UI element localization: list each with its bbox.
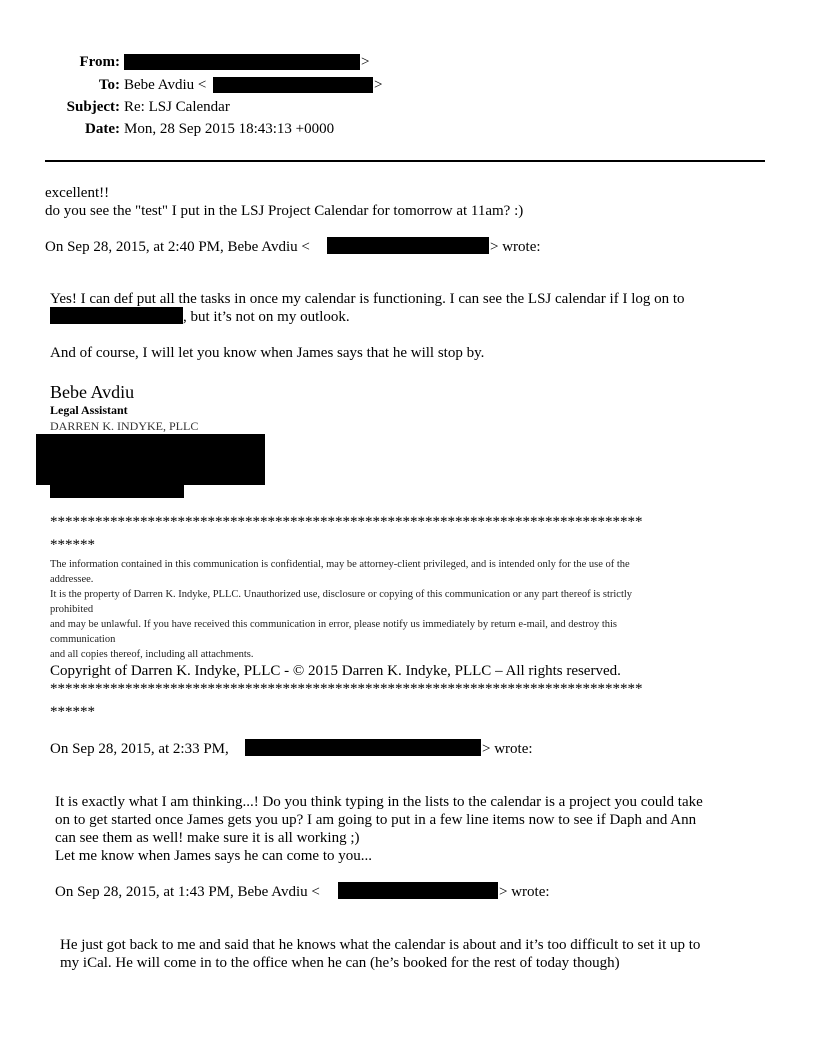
stars-tail-1: ****** — [50, 537, 95, 553]
date-label: Date: — [85, 121, 120, 137]
disclaimer-line-6: communication — [50, 634, 116, 645]
stars-line-1: ******************************************************************************* — [50, 514, 643, 530]
quote-2-redaction — [245, 739, 481, 756]
reply-1-redaction — [50, 307, 183, 324]
quote-1-redaction — [327, 237, 489, 254]
thread-3-line-1: He just got back to me and said that he knows what the calendar is about and it’s too difficult to set it up to — [60, 937, 701, 953]
quote-header-3: On Sep 28, 2015, at 1:43 PM, Bebe Avdiu < — [55, 884, 320, 900]
thread-3-line-2: my iCal. He will come in to the office when he can (he’s booked for the rest of today though) — [60, 955, 620, 971]
reply-1-line-3: And of course, I will let you know when James says that he will stop by. — [50, 345, 485, 361]
thread-2-line-4: Let me know when James says he can come to you... — [55, 848, 372, 864]
disclaimer-line-5: and may be unlawful. If you have received this communication in error, please notify us immediately by return e-mail, and destroy this — [50, 619, 617, 630]
from-redaction — [124, 54, 360, 70]
signature-redaction-block — [36, 434, 265, 485]
subject-label: Subject: — [66, 99, 120, 115]
disclaimer-line-7: and all copies thereof, including all attachments. — [50, 649, 254, 660]
quote-header-1: On Sep 28, 2015, at 2:40 PM, Bebe Avdiu < — [45, 239, 310, 255]
disclaimer-line-4: prohibited — [50, 604, 94, 615]
body-line-2: do you see the "test" I put in the LSJ Project Calendar for tomorrow at 11am? :) — [45, 203, 524, 219]
reply-1-line-2: , but it’s not on my outlook. — [183, 309, 350, 325]
signature-name: Bebe Avdiu — [50, 382, 135, 402]
signature-company: DARREN K. INDYKE, PLLC — [50, 419, 199, 433]
subject-value: Re: LSJ Calendar — [124, 99, 230, 115]
quote-header-2-suffix: > wrote: — [482, 741, 533, 757]
quote-3-redaction — [338, 882, 498, 899]
quote-header-3-suffix: > wrote: — [499, 884, 550, 900]
stars-tail-2: ****** — [50, 704, 95, 720]
reply-1-line-1: Yes! I can def put all the tasks in once my calendar is functioning. I can see the LSJ calendar if I log on to — [50, 291, 685, 307]
from-label: From: — [79, 54, 120, 70]
thread-2-line-1: It is exactly what I am thinking...! Do you think typing in the lists to the calendar is a project you could take — [55, 794, 703, 810]
date-value: Mon, 28 Sep 2015 18:43:13 +0000 — [124, 121, 335, 137]
copyright-line: Copyright of Darren K. Indyke, PLLC - © 2015 Darren K. Indyke, PLLC – All rights reserved. — [50, 663, 621, 679]
quote-header-1-suffix: > wrote: — [490, 239, 541, 255]
signature-title: Legal Assistant — [50, 403, 128, 417]
thread-2-line-2: on to get started once James gets you up? I am going to put in a few line items now to see if Daph and Ann — [55, 812, 697, 828]
stars-line-2: ******************************************************************************* — [50, 681, 643, 697]
signature-redaction-line — [50, 485, 184, 498]
disclaimer-line-1: The information contained in this communication is confidential, may be attorney-client privileged, and is intended only for the use of the — [50, 559, 630, 570]
to-value: Bebe Avdiu < — [124, 77, 207, 93]
body-line-1: excellent!! — [45, 185, 110, 201]
from-suffix: > — [361, 54, 370, 70]
to-suffix: > — [374, 77, 383, 93]
quote-header-2: On Sep 28, 2015, at 2:33 PM, — [50, 741, 229, 757]
disclaimer-line-2: addressee. — [50, 574, 94, 585]
to-redaction — [213, 77, 373, 93]
thread-2-line-3: can see them as well! make sure it is all working ;) — [55, 830, 360, 846]
disclaimer-line-3: It is the property of Darren K. Indyke, PLLC. Unauthorized use, disclosure or copying of this communication or any part thereof is strictly — [50, 589, 633, 600]
header-divider — [45, 160, 765, 162]
to-label: To: — [98, 77, 120, 93]
